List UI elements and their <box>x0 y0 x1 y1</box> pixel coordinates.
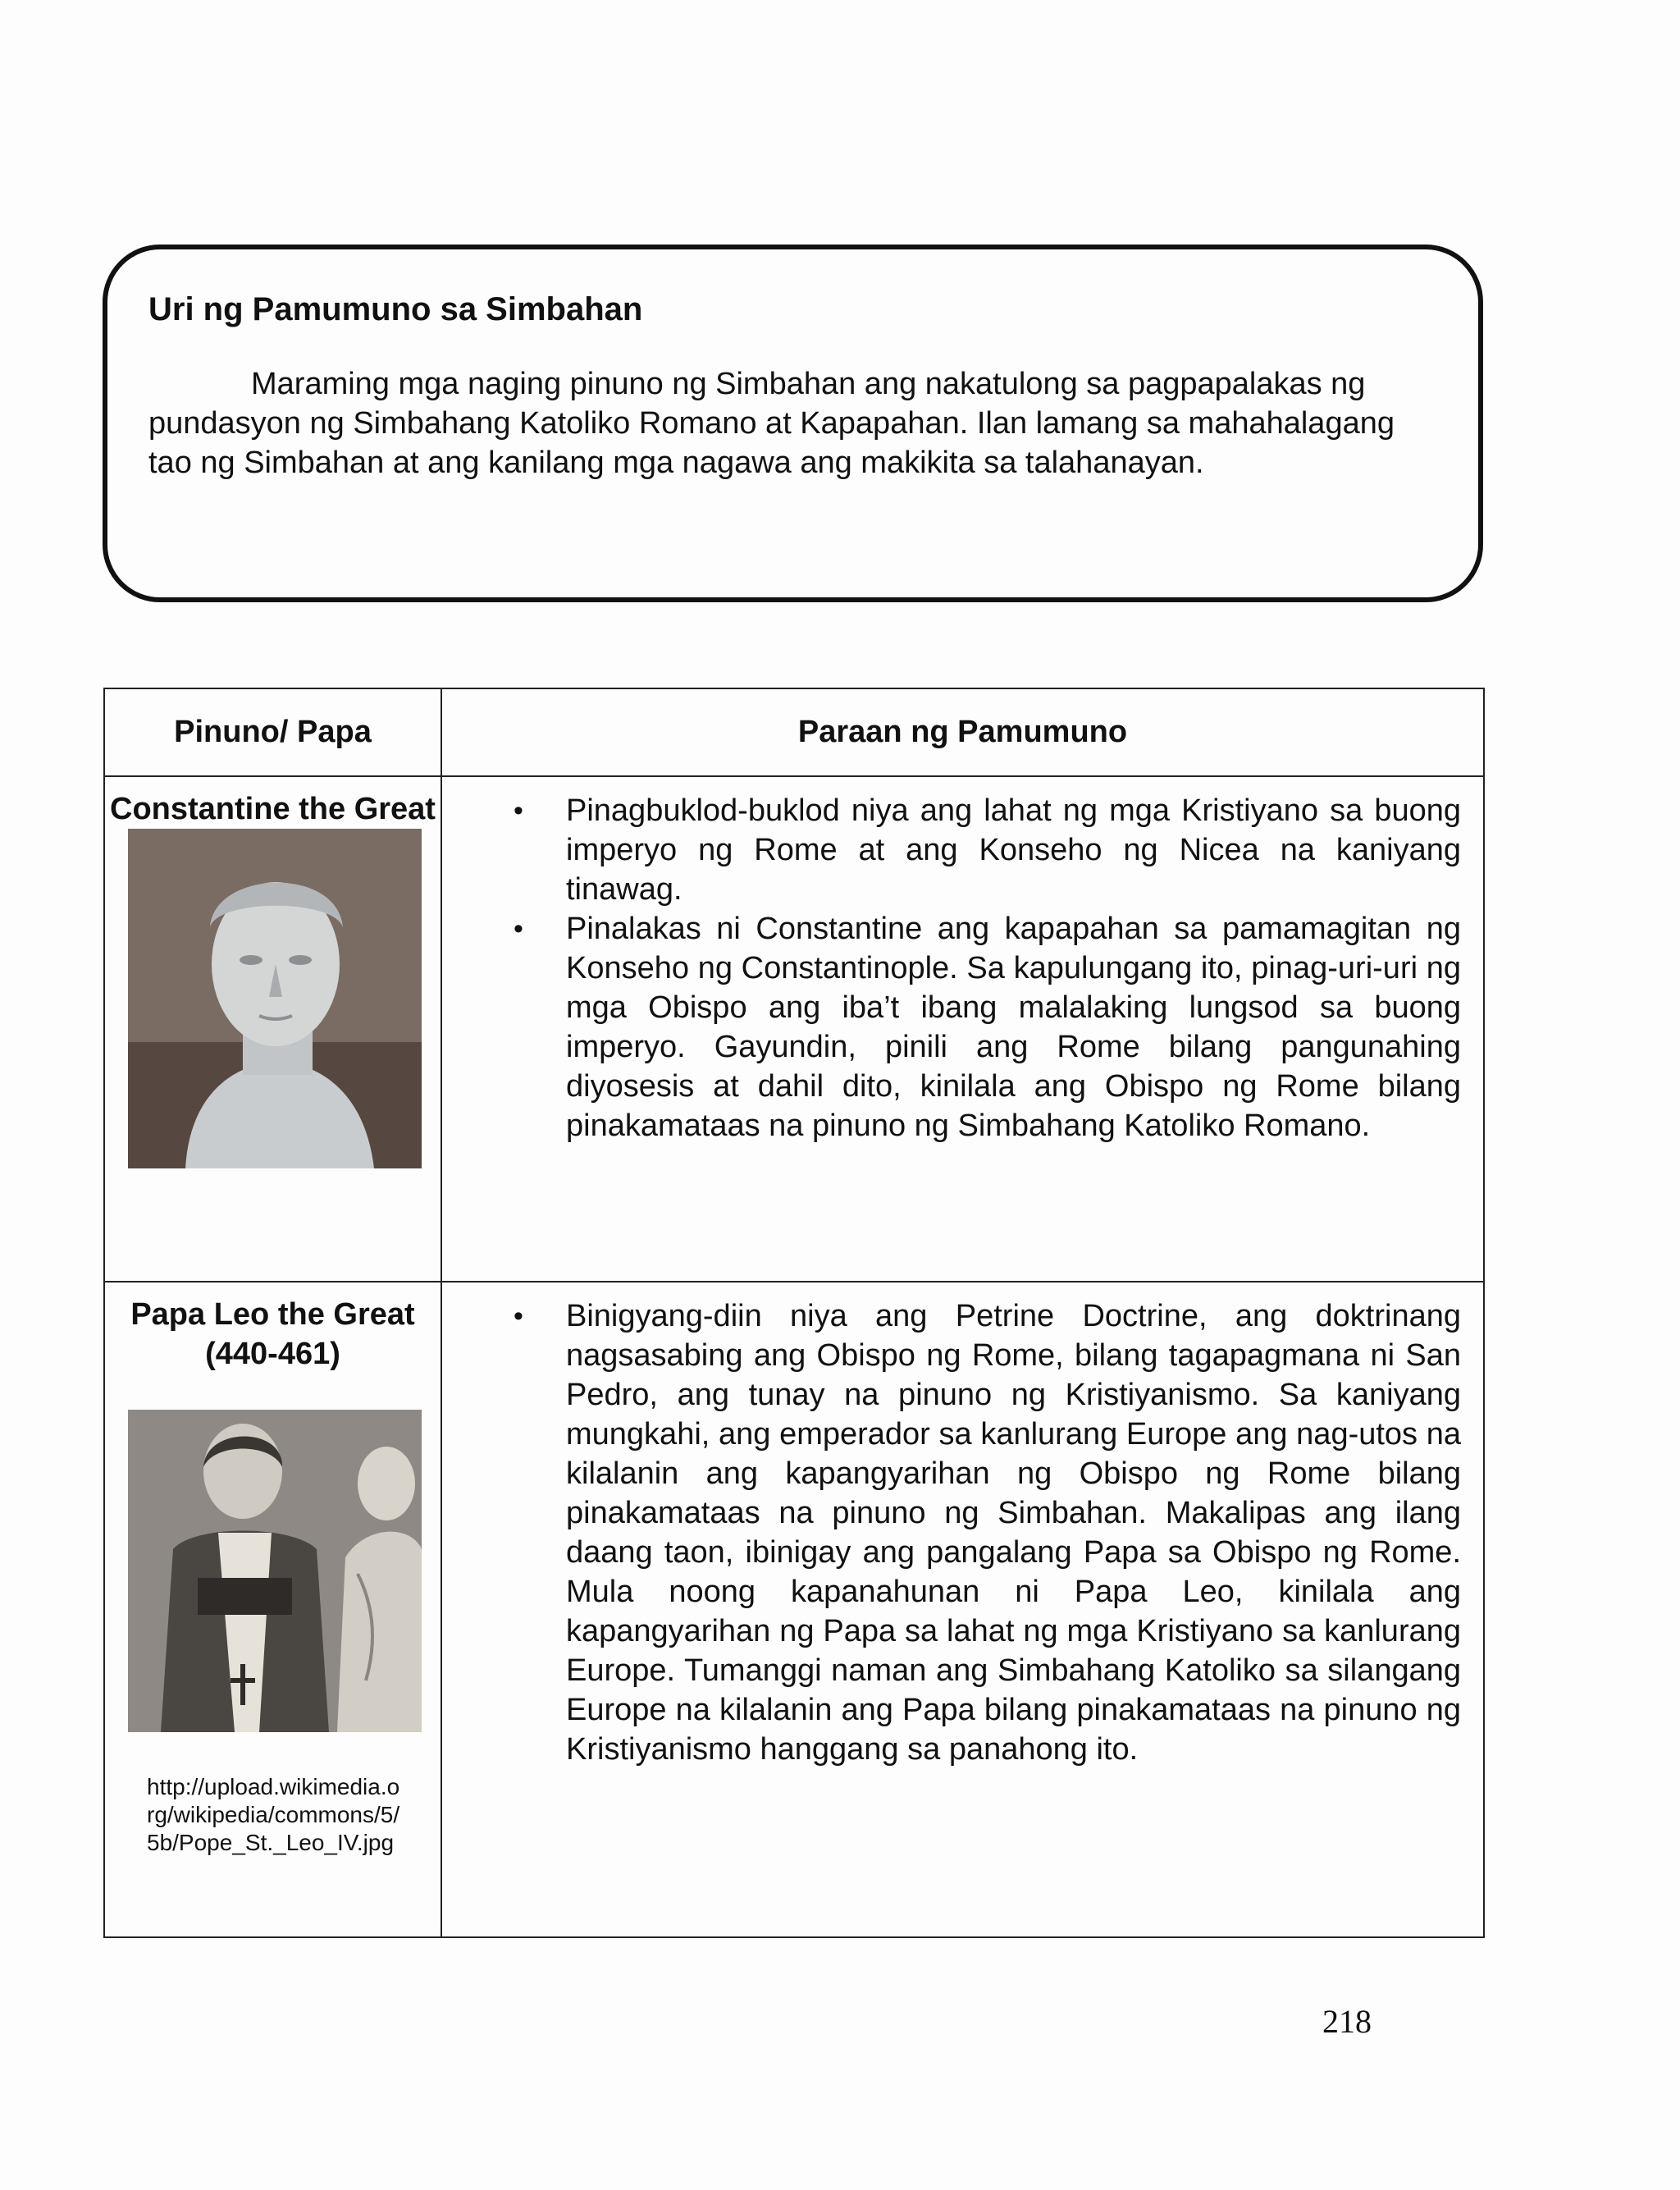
table-row <box>104 776 1484 1282</box>
leadership-points <box>443 1296 1461 1769</box>
list-item: • Pinalakas ni Constantine ang kapapahan sa pamamagitan ng Konseho ng Constantinople. Sa kapulungang ito, pinag-uri-uri ng mga Obispo ang iba’t ibang malalaking lungsod sa buong imperyo. Gayundin, pinili ang Rome bilang pangunahing diyosesis at dahil dito, kinilala ang Obispo ng Rome bilang pinakamataas na pinuno ng Simbahang Katoliko Romano. <box>566 909 1461 1145</box>
leader-cell <box>104 776 441 1282</box>
leaders-table <box>103 688 1485 1938</box>
leadership-cell <box>441 776 1484 1282</box>
list-item: • Pinagbuklod-buklod niya ang lahat ng mga Kristiyano sa buong imperyo ng Rome at ang Konseho ng Nicea na kaniyang tinawag. <box>566 791 1461 909</box>
constantine-bust-photo <box>128 829 422 1168</box>
leadership-points <box>443 791 1461 1145</box>
intro-title: Uri ng Pamumuno sa Simbahan <box>148 291 643 327</box>
intro-box <box>103 245 1483 602</box>
table-row <box>104 1282 1484 1937</box>
leader-name: Constantine the Great <box>110 792 436 826</box>
constantine-bust-illustration <box>128 829 422 1168</box>
pope-leo-fresco-illustration <box>128 1410 422 1732</box>
pope-leo-fresco-photo <box>128 1410 422 1732</box>
header-leader: Pinuno/ Papa <box>104 688 441 776</box>
list-item: • Binigyang-diin niya ang Petrine Doctrine, ang doktrinang nagsasabing ang Obispo ng Rome, bilang tagapagmana ni San Pedro, ang tunay na pinuno ng Kristiyanismo. Sa kaniyang mungkahi, ang emperador sa kanlurang Europe ang nag-utos na kilalanin ang kapangyarihan ng Obispo ng Rome bilang pinakamataas na pinuno ng Simbahan. Makalipas ang ilang daang taon, ibinigay ang pangalang Papa sa Obispo ng Rome. Mula noong kapanahunan ni Papa Leo, kinilala ang kapangyarihan ng Papa sa lahat ng mga Kristiyano sa kanlurang Europe. Tumanggi naman ang Simbahang Katoliko sa silangang Europe na kilalanin ang Papa bilang pinakamataas na pinuno ng Kristiyanismo hanggang sa panahong ito. <box>566 1296 1461 1769</box>
leadership-cell <box>441 1282 1484 1937</box>
table-header-row <box>104 688 1484 776</box>
intro-text: Maraming mga naging pinuno ng Simbahan ang nakatulong sa pagpapalakas ng pundasyon ng Simbahang Katoliko Romano at Kapapahan. Ilan lamang sa mahahalagang tao ng Simbahan at ang kanilang mga nagawa ang makikita sa talahanayan. <box>148 367 1395 480</box>
image-source-caption: http://upload.wikimedia.org/wikipedia/commons/5/5b/Pope_St._Leo_IV.jpg <box>147 1774 400 1855</box>
leader-cell <box>104 1282 441 1937</box>
page-number: 218 <box>1322 2003 1372 2040</box>
leader-name: Papa Leo the Great (440-461) <box>130 1297 415 1371</box>
header-leadership-method: Paraan ng Pamumuno <box>441 688 1484 776</box>
